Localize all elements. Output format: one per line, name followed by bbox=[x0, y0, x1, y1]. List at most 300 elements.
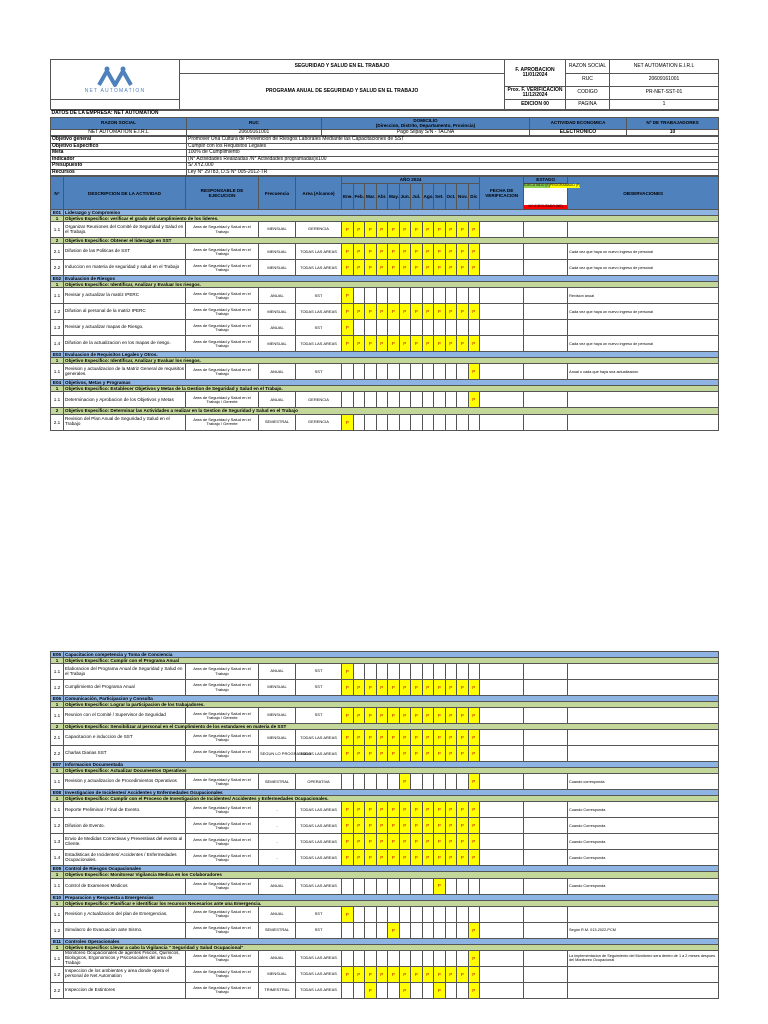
fecha-verificacion bbox=[480, 906, 524, 922]
activity-number: 1.1 bbox=[51, 878, 64, 894]
month-cell-programado: P bbox=[411, 680, 423, 696]
month-cell-programado: P bbox=[342, 746, 354, 762]
month-cell-programado: P bbox=[342, 834, 354, 850]
month-cell-programado: P bbox=[353, 730, 365, 746]
row-title: Objetivo Especifico: Actualizar Documentos Operativos bbox=[64, 768, 719, 774]
month-cell-programado: P bbox=[422, 966, 434, 982]
month-cell-programado: P bbox=[365, 802, 377, 818]
observaciones: Cada vez que haya un nuevo ingreso de personal bbox=[568, 260, 719, 276]
activity-description: Reunion con el Comité / Supervisor de Seguridad bbox=[64, 708, 186, 724]
month-cell-programado: P bbox=[434, 244, 446, 260]
activity-area: TODAS LAS AREAS bbox=[296, 950, 342, 966]
month-cell-programado: P bbox=[468, 260, 480, 276]
activity-row bbox=[51, 950, 719, 966]
month-cell-programado: P bbox=[399, 746, 411, 762]
row-code: E06 bbox=[51, 696, 64, 702]
month-cell-programado: P bbox=[388, 922, 400, 938]
month-cell-empty bbox=[411, 320, 423, 336]
row-title: Objetivo Especifico: Cumplir con el Proceso de Investigacion de Incidentes/ Accidentes y Enfermedades Ocupacionales. bbox=[64, 796, 719, 802]
info-label: Presupuesto bbox=[51, 163, 187, 170]
row-code: 1 bbox=[51, 358, 64, 364]
net-automation-logo-icon bbox=[95, 65, 135, 87]
month-cell-programado: P bbox=[445, 730, 457, 746]
observaciones: Cuando Corresponda bbox=[568, 850, 719, 866]
month-cell-empty bbox=[376, 288, 388, 304]
fecha-verificacion bbox=[480, 260, 524, 276]
month-cell-empty bbox=[434, 950, 446, 966]
month-cell-empty bbox=[434, 774, 446, 790]
month-cell-programado: P bbox=[468, 730, 480, 746]
activity-number: 1.1 bbox=[51, 288, 64, 304]
month-cell-programado: P bbox=[353, 304, 365, 320]
fecha-verificacion bbox=[480, 746, 524, 762]
activity-number: 1.1 bbox=[51, 708, 64, 724]
activity-description: Elaboracion del Programa Anual de Seguridad y Salud en el Trabajo bbox=[64, 664, 186, 680]
month-header: Dic bbox=[468, 184, 480, 210]
month-cell-programado: P bbox=[468, 364, 480, 380]
legend-no-ejecutado: NO EJECUTADO (NE) bbox=[524, 205, 567, 209]
month-cell-programado: P bbox=[422, 336, 434, 352]
activity-number: 1.4 bbox=[51, 850, 64, 866]
activity-number: 1.3 bbox=[51, 320, 64, 336]
col-estado: ESTADO bbox=[524, 177, 568, 184]
month-cell-programado: P bbox=[411, 834, 423, 850]
month-cell-programado: P bbox=[468, 818, 480, 834]
month-cell-empty bbox=[353, 288, 365, 304]
estado-cell bbox=[524, 244, 568, 260]
month-cell-empty bbox=[399, 364, 411, 380]
month-cell-empty bbox=[422, 982, 434, 998]
month-cell-empty bbox=[399, 288, 411, 304]
month-cell-programado: P bbox=[422, 818, 434, 834]
fecha-verificacion bbox=[480, 414, 524, 430]
row-code: E10 bbox=[51, 894, 64, 900]
activity-frequency: - bbox=[259, 802, 296, 818]
observaciones bbox=[568, 320, 719, 336]
month-cell-empty bbox=[411, 922, 423, 938]
month-cell-programado: P bbox=[457, 336, 469, 352]
activity-description: Inspeccion de Extintores bbox=[64, 982, 186, 998]
month-cell-programado: P bbox=[388, 730, 400, 746]
month-cell-empty bbox=[445, 288, 457, 304]
month-cell-empty bbox=[353, 664, 365, 680]
activity-frequency: - bbox=[259, 850, 296, 866]
month-cell-empty bbox=[434, 392, 446, 408]
month-cell-programado: P bbox=[468, 222, 480, 238]
month-cell-programado: P bbox=[445, 336, 457, 352]
observaciones: Anual o cada que haya una actualizacion bbox=[568, 364, 719, 380]
month-header: Jun. bbox=[399, 184, 411, 210]
activity-frequency: MENSUAL bbox=[259, 336, 296, 352]
row-title: Evaluacion de Requisitos Legales y Otros. bbox=[64, 352, 719, 358]
observaciones bbox=[568, 680, 719, 696]
month-cell-empty bbox=[399, 664, 411, 680]
month-cell-programado: P bbox=[399, 818, 411, 834]
activity-area: GERENCIA bbox=[296, 414, 342, 430]
month-cell-programado: P bbox=[422, 746, 434, 762]
month-cell-programado: P bbox=[468, 304, 480, 320]
month-cell-programado: P bbox=[434, 730, 446, 746]
month-cell-programado: P bbox=[353, 966, 365, 982]
month-cell-programado: P bbox=[342, 680, 354, 696]
fecha-verificacion bbox=[480, 336, 524, 352]
observaciones bbox=[568, 746, 719, 762]
estado-cell bbox=[524, 320, 568, 336]
estado-cell bbox=[524, 680, 568, 696]
month-cell-programado: P bbox=[342, 730, 354, 746]
observaciones: Según R.M. 013-2022-PCM bbox=[568, 922, 719, 938]
month-cell-programado: P bbox=[411, 818, 423, 834]
activity-frequency: ANUAL bbox=[259, 364, 296, 380]
month-cell-programado: P bbox=[388, 834, 400, 850]
activity-responsible: Area de Seguridad y Salud en el Trabajo bbox=[186, 680, 259, 696]
month-cell-programado: P bbox=[457, 708, 469, 724]
month-cell-programado: P bbox=[376, 966, 388, 982]
month-cell-empty bbox=[445, 906, 457, 922]
month-cell-programado: P bbox=[434, 708, 446, 724]
activity-area: SST bbox=[296, 320, 342, 336]
activity-description: Estadisticas de Incidentes/ Accidentes / Enfermedades Ocupacionales. bbox=[64, 850, 186, 866]
row-title: Objetivo Especifico: Cumplir con el Programa Anual bbox=[64, 658, 719, 664]
month-cell-empty bbox=[422, 414, 434, 430]
month-cell-empty bbox=[411, 664, 423, 680]
activity-number: 1.1 bbox=[51, 906, 64, 922]
month-cell-empty bbox=[434, 288, 446, 304]
razon-social: NET AUTOMATION E.I.R.L bbox=[51, 129, 187, 136]
month-cell-empty bbox=[457, 664, 469, 680]
month-cell-empty bbox=[399, 950, 411, 966]
month-cell-empty bbox=[468, 320, 480, 336]
activity-row bbox=[51, 982, 719, 998]
activity-frequency: MENSUAL bbox=[259, 680, 296, 696]
activity-responsible: Area de Seguridad y Salud en el Trabajo bbox=[186, 878, 259, 894]
month-cell-programado: P bbox=[411, 260, 423, 276]
h-trabajadores: Nº DE TRABAJADORES bbox=[627, 117, 719, 129]
month-cell-empty bbox=[376, 906, 388, 922]
row-title: Capacitacion competencia y Toma de Conciencia bbox=[64, 652, 719, 658]
month-cell-programado: P bbox=[434, 802, 446, 818]
activity-row bbox=[51, 834, 719, 850]
month-cell-programado: P bbox=[342, 320, 354, 336]
h-razon: RAZON SOCIAL bbox=[51, 117, 187, 129]
month-cell-programado: P bbox=[457, 680, 469, 696]
activity-number: 1.1 bbox=[51, 802, 64, 818]
razon-label: RAZON SOCIAL bbox=[566, 60, 610, 74]
month-cell-programado: P bbox=[422, 222, 434, 238]
month-cell-empty bbox=[376, 664, 388, 680]
month-cell-programado: P bbox=[365, 834, 377, 850]
month-cell-programado: P bbox=[411, 304, 423, 320]
month-cell-empty bbox=[376, 878, 388, 894]
estado-cell bbox=[524, 260, 568, 276]
month-cell-programado: P bbox=[376, 818, 388, 834]
activity-number: 2.1 bbox=[51, 730, 64, 746]
observaciones: Cada vez que haya un nuevo ingreso de personal bbox=[568, 244, 719, 260]
month-cell-empty bbox=[365, 320, 377, 336]
activity-description: Difusion al personal de la matriz IPERC bbox=[64, 304, 186, 320]
activity-description: Revision y actualizacion de Procedimientos Operativos bbox=[64, 774, 186, 790]
activity-number: 2.1 bbox=[51, 244, 64, 260]
col-area: Area (Alcance) bbox=[296, 177, 342, 210]
month-cell-empty bbox=[457, 950, 469, 966]
month-cell-programado: P bbox=[376, 244, 388, 260]
activity-responsible: Area de Seguridad y Salud en el Trabajo bbox=[186, 304, 259, 320]
month-cell-empty bbox=[365, 392, 377, 408]
month-cell-programado: P bbox=[434, 304, 446, 320]
activity-frequency: - bbox=[259, 834, 296, 850]
month-cell-empty bbox=[365, 922, 377, 938]
activity-description: Organizar Reuniones del Comité de Seguridad y Salud en el Trabajo. bbox=[64, 222, 186, 238]
month-cell-programado: P bbox=[353, 336, 365, 352]
month-cell-programado: P bbox=[376, 336, 388, 352]
month-cell-empty bbox=[434, 414, 446, 430]
activity-description: Inspeccion de los ambientes y area donde opera el personal de Net Automation bbox=[64, 966, 186, 982]
activity-area: TODAS LAS AREAS bbox=[296, 746, 342, 762]
row-code: 1 bbox=[51, 872, 64, 878]
activity-responsible: Area de Seguridad y Salud en el Trabajo bbox=[186, 966, 259, 982]
month-cell-programado: P bbox=[342, 664, 354, 680]
month-cell-programado: P bbox=[445, 222, 457, 238]
month-cell-programado: P bbox=[457, 850, 469, 866]
observaciones bbox=[568, 222, 719, 238]
month-cell-empty bbox=[445, 664, 457, 680]
month-cell-programado: P bbox=[422, 304, 434, 320]
activity-area: SST bbox=[296, 708, 342, 724]
month-cell-empty bbox=[422, 288, 434, 304]
month-cell-programado: P bbox=[342, 906, 354, 922]
month-cell-programado: P bbox=[445, 680, 457, 696]
row-code: 2 bbox=[51, 238, 64, 244]
month-cell-empty bbox=[399, 922, 411, 938]
activity-responsible: Area de Seguridad y Salud en el Trabajo / Gerente bbox=[186, 708, 259, 724]
observaciones: Cada vez que haya un nuevo ingreso de personal bbox=[568, 304, 719, 320]
activity-description: Revision y Actualizacion del plan de Emergencias. bbox=[64, 906, 186, 922]
month-cell-programado: P bbox=[468, 966, 480, 982]
month-cell-programado: P bbox=[353, 222, 365, 238]
month-cell-programado: P bbox=[342, 850, 354, 866]
activity-frequency: MENSUAL bbox=[259, 222, 296, 238]
month-cell-empty bbox=[411, 774, 423, 790]
month-cell-empty bbox=[342, 774, 354, 790]
activity-area: GERENCIA bbox=[296, 392, 342, 408]
ruc-value: 20609161001 bbox=[610, 74, 719, 87]
month-cell-empty bbox=[457, 982, 469, 998]
row-code: E11 bbox=[51, 938, 64, 944]
row-title: Controles Operacionales bbox=[64, 938, 719, 944]
activity-number: 1.1 bbox=[51, 774, 64, 790]
activity-description: Cumplimiento del Programa Anual bbox=[64, 680, 186, 696]
month-cell-programado: P bbox=[365, 850, 377, 866]
month-cell-programado: P bbox=[445, 260, 457, 276]
month-cell-empty bbox=[422, 392, 434, 408]
row-title: Objetivo Especifico: Establecer Objetivos y Metas de la Gestion de Seguridad y Salud en el Trabajo. bbox=[64, 386, 719, 392]
month-cell-empty bbox=[411, 414, 423, 430]
activity-number: 1.2 bbox=[51, 818, 64, 834]
month-cell-empty bbox=[457, 906, 469, 922]
month-cell-empty bbox=[388, 392, 400, 408]
month-cell-empty bbox=[411, 878, 423, 894]
month-cell-programado: P bbox=[365, 966, 377, 982]
fecha-verificacion bbox=[480, 966, 524, 982]
month-cell-empty bbox=[353, 878, 365, 894]
month-cell-empty bbox=[353, 774, 365, 790]
estado-cell bbox=[524, 708, 568, 724]
estado-cell bbox=[524, 336, 568, 352]
row-title: Objetivo Especifico: Lograr la participacion de los trabajadores. bbox=[64, 702, 719, 708]
row-code: 2 bbox=[51, 724, 64, 730]
activity-responsible: Area de Seguridad y Salud en el Trabajo bbox=[186, 260, 259, 276]
month-cell-empty bbox=[376, 774, 388, 790]
month-cell-empty bbox=[353, 414, 365, 430]
month-header: Jul. bbox=[411, 184, 423, 210]
month-cell-empty bbox=[445, 364, 457, 380]
activity-number: 1.1 bbox=[51, 364, 64, 380]
month-cell-programado: P bbox=[342, 802, 354, 818]
month-cell-empty bbox=[411, 364, 423, 380]
month-cell-programado: P bbox=[353, 244, 365, 260]
month-cell-empty bbox=[353, 982, 365, 998]
month-cell-programado: P bbox=[411, 708, 423, 724]
month-cell-empty bbox=[376, 982, 388, 998]
row-code: E04 bbox=[51, 380, 64, 386]
month-cell-empty bbox=[376, 392, 388, 408]
month-cell-programado: P bbox=[457, 802, 469, 818]
month-cell-programado: P bbox=[376, 746, 388, 762]
month-cell-empty bbox=[399, 878, 411, 894]
month-cell-empty bbox=[342, 950, 354, 966]
row-code: 1 bbox=[51, 386, 64, 392]
fecha-verificacion bbox=[480, 222, 524, 238]
estado-cell bbox=[524, 950, 568, 966]
month-cell-empty bbox=[342, 364, 354, 380]
activity-row bbox=[51, 288, 719, 304]
prox-verificacion: Prox. F. VERIFICACION 11/12/2024 bbox=[505, 87, 566, 100]
month-cell-empty bbox=[399, 392, 411, 408]
month-cell-programado: P bbox=[468, 746, 480, 762]
estado-legend bbox=[524, 183, 581, 210]
actividad: ELECTRONICO bbox=[530, 129, 627, 136]
month-cell-empty bbox=[365, 414, 377, 430]
activity-area: SST bbox=[296, 364, 342, 380]
month-cell-programado: P bbox=[468, 392, 480, 408]
observaciones: Cada vez que haya un nuevo ingreso de personal bbox=[568, 336, 719, 352]
row-code: E02 bbox=[51, 276, 64, 282]
info-value: S/ XYZ.000 bbox=[187, 163, 719, 170]
activity-row bbox=[51, 244, 719, 260]
document-page-bottom bbox=[50, 651, 718, 999]
month-cell-programado: P bbox=[388, 222, 400, 238]
h-actividad: ACTIVIDAD ECONOMICA bbox=[530, 117, 627, 129]
month-cell-empty bbox=[468, 414, 480, 430]
activity-area: SST bbox=[296, 906, 342, 922]
observaciones: Cuando Corresponda bbox=[568, 818, 719, 834]
month-cell-programado: P bbox=[353, 818, 365, 834]
activity-number: 1.2 bbox=[51, 966, 64, 982]
activity-area: GERENCIA bbox=[296, 222, 342, 238]
activity-row bbox=[51, 336, 719, 352]
month-header: Ene. bbox=[342, 184, 354, 210]
legend-gap bbox=[524, 188, 567, 206]
month-cell-programado: P bbox=[411, 222, 423, 238]
activity-description: Control de Examenes Medicos bbox=[64, 878, 186, 894]
codigo-label: CODIGO bbox=[566, 87, 610, 100]
month-cell-programado: P bbox=[342, 222, 354, 238]
activity-row bbox=[51, 392, 719, 408]
activity-area: TODAS LAS AREAS bbox=[296, 834, 342, 850]
month-cell-programado: P bbox=[353, 708, 365, 724]
month-cell-empty bbox=[342, 922, 354, 938]
month-cell-empty bbox=[399, 906, 411, 922]
month-cell-programado: P bbox=[376, 680, 388, 696]
info-row bbox=[51, 169, 719, 176]
month-cell-empty bbox=[422, 950, 434, 966]
month-cell-programado: P bbox=[411, 802, 423, 818]
activity-area: SST bbox=[296, 288, 342, 304]
month-cell-programado: P bbox=[434, 818, 446, 834]
activity-frequency: SEMESTRAL bbox=[259, 922, 296, 938]
activity-frequency: ANUAL bbox=[259, 392, 296, 408]
month-cell-empty bbox=[388, 906, 400, 922]
month-cell-programado: P bbox=[422, 802, 434, 818]
month-cell-programado: P bbox=[365, 244, 377, 260]
estado-cell bbox=[524, 288, 568, 304]
month-cell-programado: P bbox=[399, 802, 411, 818]
estado-cell bbox=[524, 906, 568, 922]
activity-description: Capacitacion e induccion de SST bbox=[64, 730, 186, 746]
activity-row bbox=[51, 774, 719, 790]
empresa-title: DATOS DE LA EMPRESA: NET AUTOMATION bbox=[51, 111, 719, 118]
observaciones bbox=[568, 906, 719, 922]
month-cell-programado: P bbox=[457, 966, 469, 982]
activity-number: 1.2 bbox=[51, 304, 64, 320]
observaciones: Cuando corresponda bbox=[568, 774, 719, 790]
info-table bbox=[50, 136, 719, 176]
fecha-verificacion bbox=[480, 950, 524, 966]
fecha-verificacion bbox=[480, 304, 524, 320]
fecha-verificacion bbox=[480, 802, 524, 818]
month-cell-empty bbox=[342, 982, 354, 998]
activity-area: SST bbox=[296, 664, 342, 680]
month-cell-programado: P bbox=[457, 222, 469, 238]
estado-cell bbox=[524, 730, 568, 746]
empresa-table bbox=[50, 110, 719, 136]
month-cell-programado: P bbox=[365, 746, 377, 762]
estado-cell bbox=[524, 818, 568, 834]
month-cell-empty bbox=[388, 982, 400, 998]
month-cell-programado: P bbox=[376, 222, 388, 238]
month-cell-programado: P bbox=[365, 982, 377, 998]
month-cell-empty bbox=[376, 320, 388, 336]
row-title: Objetivo Especifico: Determinar las Actividades a realizar en la Gestion de Seguridad y Salud en el Trabajo bbox=[64, 408, 719, 414]
month-cell-empty bbox=[388, 950, 400, 966]
month-cell-programado: P bbox=[365, 304, 377, 320]
info-label: Objetivo general bbox=[51, 137, 187, 144]
month-cell-empty bbox=[445, 922, 457, 938]
activity-area: TODAS LAS AREAS bbox=[296, 304, 342, 320]
activity-row bbox=[51, 680, 719, 696]
month-cell-programado: P bbox=[388, 746, 400, 762]
info-label: Objetivo Especifico bbox=[51, 143, 187, 150]
observaciones bbox=[568, 414, 719, 430]
month-cell-programado: P bbox=[445, 244, 457, 260]
activity-description: Envio de Medidas Correctivas y Preventivas del evento al Cliente. bbox=[64, 834, 186, 850]
observaciones: Cuando Corresponda bbox=[568, 802, 719, 818]
month-cell-empty bbox=[353, 950, 365, 966]
activity-responsible: Area de Seguridad y Salud en el Trabajo bbox=[186, 364, 259, 380]
activity-area: TODAS LAS AREAS bbox=[296, 966, 342, 982]
activity-number: 2.2 bbox=[51, 746, 64, 762]
activity-number: 1.3 bbox=[51, 834, 64, 850]
